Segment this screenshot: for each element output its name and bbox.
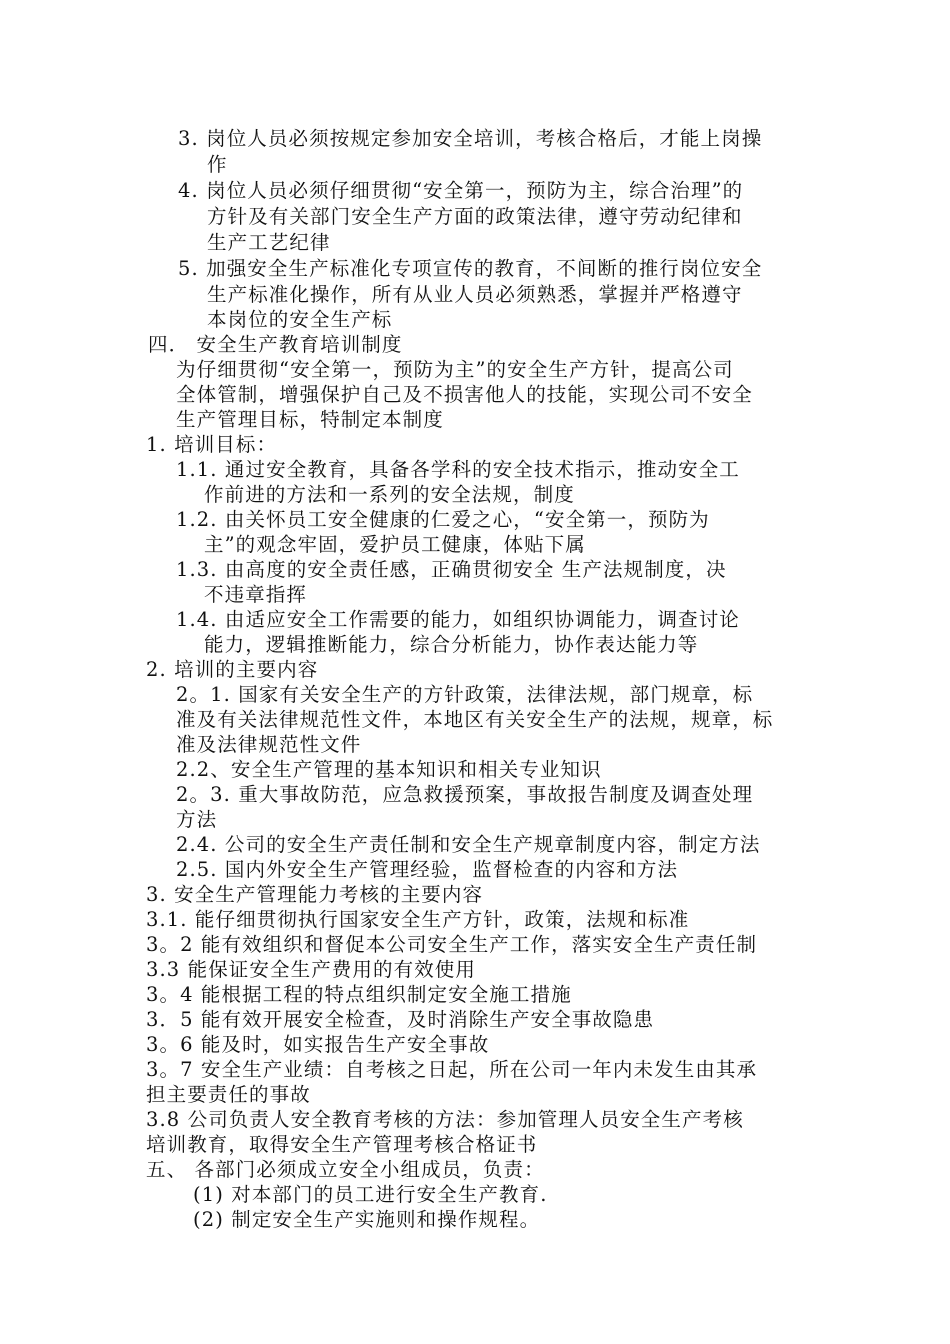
subheading-2: 2. 培训的主要内容: [146, 658, 319, 681]
item-3-6: 3。6 能及时，如实报告生产安全事故: [146, 1033, 490, 1056]
item-3-8-cont: 培训教育，取得安全生产管理考核合格证书: [146, 1133, 538, 1156]
section-heading-5: 五、 各部门必须成立安全小组成员，负责：: [146, 1158, 545, 1181]
item-2-3: 2。3. 重大事故防范，应急救援预案，事故报告制度及调查处理: [176, 783, 754, 806]
paragraph-line: 全体管制，增强保护自己及不损害他人的技能，实现公司不安全: [176, 383, 753, 406]
item-1-3-cont: 不违章指挥: [204, 583, 308, 606]
list-item-3-cont: 作: [207, 153, 228, 176]
item-2-2: 2.2、安全生产管理的基本知识和相关专业知识: [176, 758, 602, 781]
item-1-2: 1.2. 由关怀员工安全健康的仁爱之心，“安全第一，预防为: [176, 508, 710, 531]
list-item-5: 5. 加强安全生产标准化专项宣传的教育，不间断的推行岗位安全: [178, 257, 763, 280]
item-1-4: 1.4. 由适应安全工作需要的能力，如组织协调能力，调查讨论: [176, 608, 740, 631]
item-2-3-cont: 方法: [176, 808, 218, 831]
item-2-1-cont: 准及有关法律规范性文件，本地区有关安全生产的法规，规章，标: [176, 708, 774, 731]
item-1-1-cont: 作前进的方法和一系列的安全法规，制度: [204, 483, 575, 506]
item-3-2: 3。2 能有效组织和督促本公司安全生产工作，落实安全生产责任制: [146, 933, 758, 956]
item-5-2: (2) 制定安全生产实施则和操作规程。: [193, 1208, 541, 1231]
list-item-4: 4. 岗位人员必须仔细贯彻“安全第一，预防为主，综合治理”的: [178, 179, 744, 202]
subheading-1: 1. 培训目标：: [146, 433, 278, 456]
item-2-1: 2。1. 国家有关安全生产的方针政策，法律法规，部门规章，标: [176, 683, 754, 706]
paragraph-line: 生产管理目标，特制定本制度: [176, 408, 444, 431]
item-3-5: 3．5 能有效开展安全检查，及时消除生产安全事故隐患: [146, 1008, 655, 1031]
item-3-4: 3。4 能根据工程的特点组织制定安全施工措施: [146, 983, 572, 1006]
item-1-2-cont: 主”的观念牢固，爱护员工健康，体贴下属: [204, 533, 586, 556]
item-3-7: 3。7 安全生产业绩：自考核之日起，所在公司一年内未发生由其承: [146, 1058, 758, 1081]
item-3-1: 3.1. 能仔细贯彻执行国家安全生产方针，政策，法规和标准: [146, 908, 690, 931]
list-item-4-cont: 生产工艺纪律: [207, 231, 331, 254]
item-3-8: 3.8 公司负责人安全教育考核的方法：参加管理人员安全生产考核: [146, 1108, 744, 1131]
section-heading-4: 四． 安全生产教育培训制度: [148, 333, 403, 356]
item-1-4-cont: 能力，逻辑推断能力，综合分析能力，协作表达能力等: [204, 633, 699, 656]
item-1-3: 1.3. 由高度的安全责任感，正确贯彻安全 生产法规制度，决: [176, 558, 727, 581]
item-3-7-cont: 担主要责任的事故: [146, 1083, 311, 1106]
list-item-5-cont: 本岗位的安全生产标: [207, 308, 393, 331]
item-1-1: 1.1. 通过安全教育，具备各学科的安全技术指示，推动安全工: [176, 458, 740, 481]
item-2-4: 2.4. 公司的安全生产责任制和安全生产规章制度内容，制定方法: [176, 833, 761, 856]
paragraph-line: 为仔细贯彻“安全第一，预防为主”的安全生产方针，提高公司: [176, 358, 734, 381]
item-3-3: 3.3 能保证安全生产费用的有效使用: [146, 958, 477, 981]
list-item-4-cont: 方针及有关部门安全生产方面的政策法律，遵守劳动纪律和: [207, 205, 743, 228]
item-5-1: (1) 对本部门的员工进行安全生产教育.: [193, 1183, 548, 1206]
subheading-3: 3. 安全生产管理能力考核的主要内容: [146, 883, 484, 906]
item-2-5: 2.5. 国内外安全生产管理经验，监督检查的内容和方法: [176, 858, 679, 881]
list-item-3: 3. 岗位人员必须按规定参加安全培训，考核合格后，才能上岗操: [178, 127, 763, 150]
list-item-5-cont: 生产标准化操作，所有从业人员必须熟悉，掌握并严格遵守: [207, 283, 743, 306]
item-2-1-cont: 准及法律规范性文件: [176, 733, 362, 756]
